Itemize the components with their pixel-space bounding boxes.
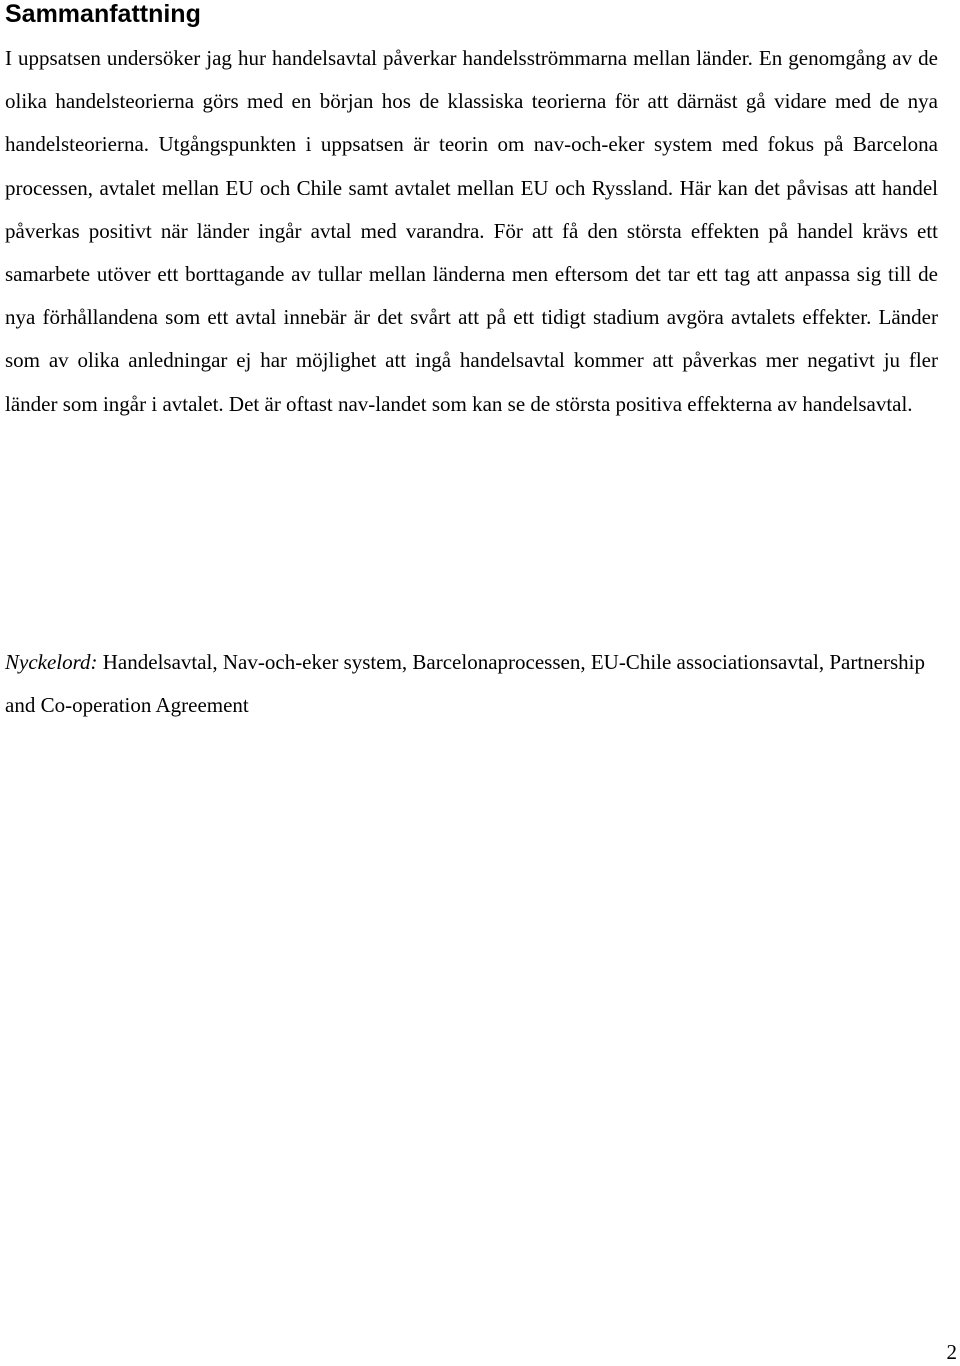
keywords-text: Handelsavtal, Nav-och-eker system, Barcelonaprocessen, EU-Chile associationsavtal, Partnership and Co-operation Agreement xyxy=(5,650,925,717)
section-heading: Sammanfattning xyxy=(5,0,201,28)
page-number: 2 xyxy=(946,1340,957,1364)
keywords-paragraph xyxy=(5,641,938,727)
keywords-label: Nyckelord: xyxy=(5,650,98,674)
abstract-paragraph: I uppsatsen undersöker jag hur handelsavtal påverkar handelsströmmarna mellan länder. En genomgång av de olika handelsteorierna görs med en början hos de klassiska teorierna för att därnäst gå vidare med de nya handelsteorierna. Utgångspunkten i uppsatsen är teorin om nav-och-eker system med fokus på Barcelona processen, avtalet mellan EU och Chile samt avtalet mellan EU och Ryssland. Här kan det påvisas att handel påverkas positivt när länder ingår avtal med varandra. För att få den största effekten på handel krävs ett samarbete utöver ett borttagande av tullar mellan länderna men eftersom det tar ett tag att anpassa sig till de nya förhållandena som ett avtal innebär är det svårt att på ett tidigt stadium avgöra avtalets effekter. Länder som av olika anledningar ej har möjlighet att ingå handelsavtal kommer att påverkas mer negativt ju fler länder som ingår i avtalet. Det är oftast nav-landet som kan se de största positiva effekterna av handelsavtal. xyxy=(5,46,938,416)
